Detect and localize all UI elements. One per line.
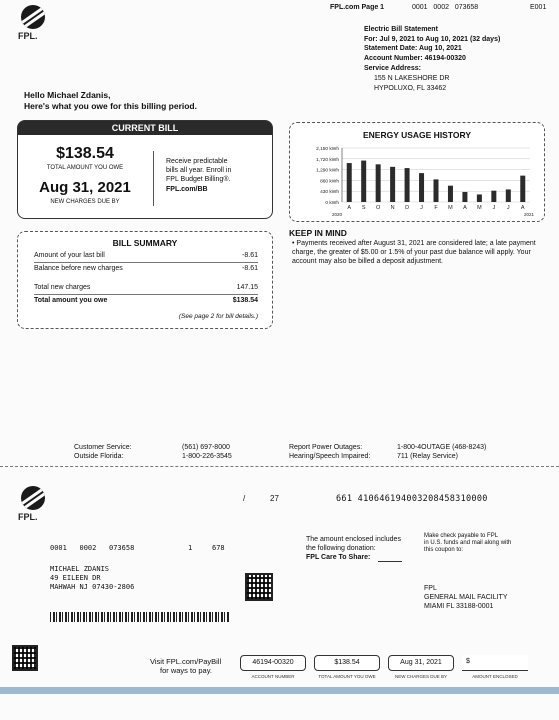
chart-y-tick-label: 430 kWh [320,190,339,196]
stub-scan-line: 661 410646194003208458310000 [336,494,488,504]
chart-x-tick-label: A [463,205,467,211]
stub-street: 49 EILEEN DR [50,574,101,582]
account-code: 0001 0002 073658 [412,4,479,11]
chart-y-tick-label: 0 kWh [325,201,339,206]
account-number: Account Number: 46194-00320 [364,55,466,62]
summary-row-new-charges [34,284,258,291]
tear-line [0,466,559,467]
service-address-line2: HYPOLUXO, FL 33462 [374,85,447,92]
chart-start-year: 2020 [332,212,343,217]
budget-billing-link[interactable]: FPL.com/BB [166,186,208,193]
visit-line2: for ways to pay. [160,666,212,675]
chart-title: ENERGY USAGE HISTORY [362,130,471,140]
chart-x-tick-label: M [477,205,482,211]
hearing-number: 711 (Relay Service) [397,453,458,460]
summary-row-value: -8.61 [242,265,258,272]
summary-row-last-bill [34,252,258,259]
greeting-line2: Here's what you owe for this billing period. [24,101,197,111]
keep-in-mind-body: Payments received after August 31, 2021 are considered late; a late payment charge, the greater of $5.00 or 1.5% of your past due balance will apply. Your account may also be billed a deposit adjustment. [292,240,536,265]
customer-service-number: (561) 697-8000 [182,444,230,451]
outside-florida-label: Outside Florida: [74,453,124,460]
chart-end-year: 2021 [524,212,535,217]
summary-note: (See page 2 for bill details.) [178,313,258,320]
mail-line3: MIAMI FL 33188-0001 [424,603,494,610]
outages-number: 1-800-4OUTAGE (468-8243) [397,444,487,451]
chart-bar [405,168,410,202]
current-bill-divider [153,151,154,206]
bill-summary-title: BILL SUMMARY [112,238,178,248]
chart-bar [448,186,453,202]
chart-x-tick-label: A [520,205,525,211]
summary-row-label: Total new charges [34,284,91,291]
summary-divider [34,294,258,295]
stub-amount-box: $138.54 [314,655,380,671]
stub-account-label: ACCOUNT NUMBER [251,674,295,679]
page-label: FPL.com Page 1 [330,4,385,11]
donation-line1: The amount enclosed includes [306,536,401,543]
summary-row-total [34,297,258,304]
chart-x-tick-label: S [361,205,366,211]
stub-corner-qr-icon [12,645,38,671]
customer-service-label: Customer Service: [74,444,132,451]
visit-line1[interactable]: Visit FPL.com/PayBill [150,657,222,666]
stub-qr-code-icon [245,573,273,601]
stub-amount-label: TOTAL AMOUNT YOU OWE [318,674,376,679]
promo-line3: FPL Budget Billing®. [166,176,231,183]
summary-row-balance [34,265,258,272]
stub-account-box: 46194-00320 [240,655,306,671]
stub-slash: / [243,494,246,503]
summary-total-label: Total amount you owe [34,297,108,304]
stub-due-box: Aug 31, 2021 [388,655,454,671]
statement-title: Electric Bill Statement [364,26,438,33]
chart-x-tick-label: A [347,205,352,211]
chart-x-tick-label: M [448,205,453,211]
chart-y-tick-label: 1,720 kWh [316,157,339,163]
summary-row-value: -8.61 [242,252,258,259]
chart-x-tick-label: D [405,205,410,211]
stub-account-code: 0001 0002 073658 [50,544,135,552]
chart-bar [506,189,511,202]
outside-florida-number: 1-800-226-3545 [182,453,232,460]
statement-date: Statement Date: Aug 10, 2021 [364,45,462,52]
current-bill-title: CURRENT BILL [18,121,272,135]
amount-enclosed-label: AMOUNT ENCLOSED [472,674,518,679]
bill-summary-box [17,231,273,329]
summary-row-label: Balance before new charges [34,265,123,272]
chart-bar [376,164,381,202]
current-bill-box [17,120,273,219]
summary-total-value: $138.54 [232,297,258,304]
donation-line3: FPL Care To Share: [306,554,371,561]
promo-line2: bills all year. Enroll in [166,167,232,174]
donation-blank[interactable] [378,561,402,562]
chart-y-tick-label: 1,290 kWh [316,168,339,174]
mail-line2: GENERAL MAIL FACILITY [424,594,508,601]
chart-x-tick-label: J [506,205,510,211]
fpl-logo-icon [21,5,45,29]
chart-x-tick-label: J [492,205,496,211]
summary-row-value: 147.15 [236,284,258,291]
greeting-line1: Hello Michael Zdanis, [24,90,111,100]
current-bill-amount-label: TOTAL AMOUNT YOU OWE [46,165,124,171]
chart-bar [477,194,482,202]
hearing-label: Hearing/Speech Impaired: [289,453,371,460]
chart-bar [434,179,439,202]
bottom-color-band [0,687,559,694]
stub-due-label: NEW CHARGES DUE BY [394,674,447,679]
summary-row-label: Amount of your last bill [34,252,105,259]
stub-seq2: 678 [212,544,225,552]
form-code: E001 [530,4,547,11]
stub-name: MICHAEL ZDANIS [50,565,110,573]
stub-city: MAHWAH NJ 07430-2806 [50,583,135,591]
payable-line1: Make check payable to FPL [424,533,499,539]
chart-x-tick-label: F [434,205,438,211]
chart-bar [361,161,366,202]
stub-fpl-logo-text: FPL. [18,512,38,522]
payable-line3: this coupon to: [424,547,464,553]
stub-fpl-logo-icon [21,486,45,510]
fpl-logo-text: FPL. [18,31,38,41]
stub-postal-barcode-icon [50,612,230,622]
chart-bar [347,163,352,202]
chart-bar [491,191,496,202]
promo-line1: Receive predictable [166,158,228,165]
current-bill-due-date: Aug 31, 2021 [39,179,131,196]
chart-x-tick-label: J [420,205,423,211]
chart-y-tick-label: 2,150 kWh [316,147,339,152]
chart-y-tick-label: 860 kWh [320,179,339,185]
donation-line2: the following donation: [306,545,376,552]
bullet-icon: • [292,240,297,247]
chart-x-tick-label: O [376,205,381,211]
amount-enclosed-field[interactable]: $ [462,655,528,671]
current-bill-amount: $138.54 [56,145,114,162]
chart-bar [390,167,395,202]
service-address-line1: 155 N LAKESHORE DR [374,75,450,82]
chart-bar [462,192,467,202]
keep-in-mind-title: KEEP IN MIND [289,228,347,238]
stub-seq1: 1 [188,544,193,552]
payable-line2: in U.S. funds and mail along with [424,540,512,546]
billing-period: For: Jul 9, 2021 to Aug 10, 2021 (32 days) [364,36,501,43]
chart-bar [419,173,424,202]
chart-bar [520,176,525,202]
service-address-label: Service Address: [364,65,421,72]
stub-page-num: 27 [270,494,279,503]
current-bill-due-label: NEW CHARGES DUE BY [50,199,120,205]
energy-usage-box [289,122,545,222]
mail-line1: FPL [424,585,437,592]
outages-label: Report Power Outages: [289,444,363,451]
summary-divider [34,262,258,263]
keep-in-mind-text [292,239,552,266]
energy-usage-chart [290,140,544,220]
chart-x-tick-label: N [390,205,395,211]
